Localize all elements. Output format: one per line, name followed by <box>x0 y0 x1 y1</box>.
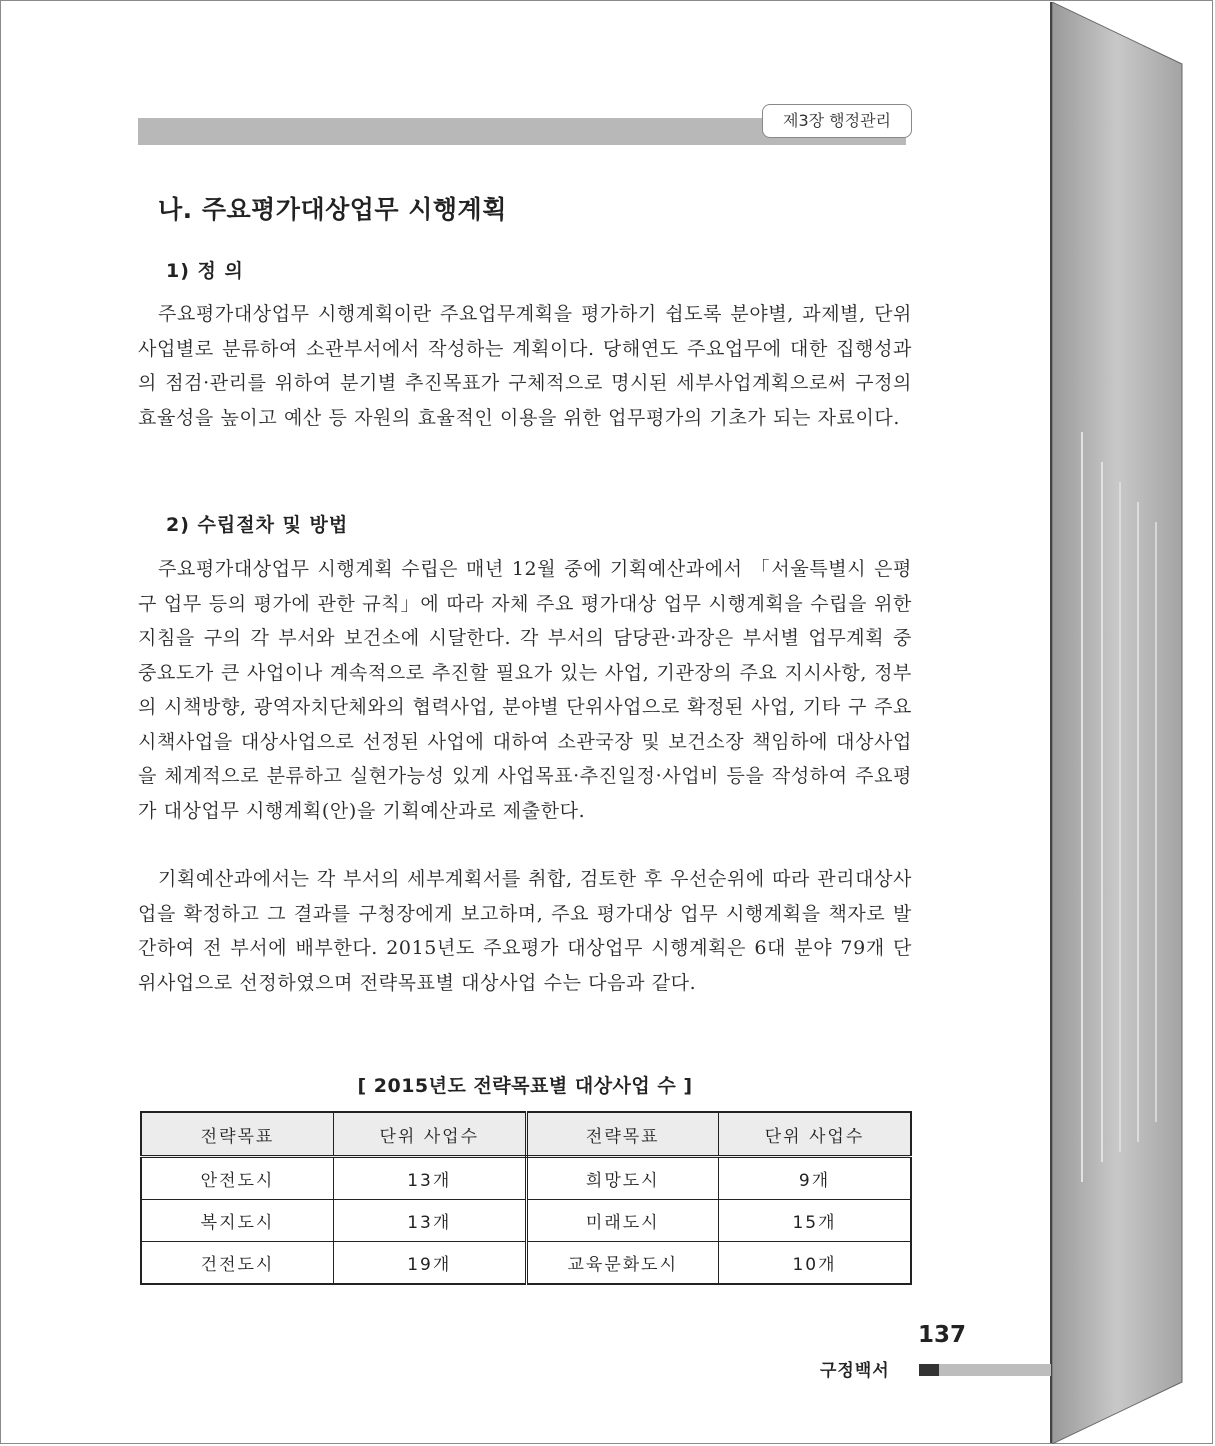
page-number: 137 <box>918 1322 967 1348</box>
book-edge <box>1052 2 1190 1444</box>
chapter-tab: 제3장 행정관리 <box>762 104 912 138</box>
footer-bar <box>939 1364 1051 1376</box>
table-header-cell: 단위 사업수 <box>719 1112 912 1157</box>
table-header-row <box>141 1112 911 1157</box>
table-cell: 복지도시 <box>141 1200 334 1242</box>
table-cell: 미래도시 <box>526 1200 719 1242</box>
table-cell: 13개 <box>334 1200 527 1242</box>
table-header-cell: 전략목표 <box>526 1112 719 1157</box>
section-title: 나. 주요평가대상업무 시행계획 <box>158 195 507 224</box>
table-header-cell: 단위 사업수 <box>334 1112 527 1157</box>
table-cell: 10개 <box>719 1242 912 1285</box>
table-row <box>141 1242 911 1285</box>
table-cell: 19개 <box>334 1242 527 1285</box>
table-row <box>141 1157 911 1200</box>
paragraph-procedure-2: 기획예산과에서는 각 부서의 세부계획서를 취합, 검토한 후 우선순위에 따라 관리대상사업을 확정하고 그 결과를 구청장에게 보고하며, 주요 평가대상 업무 시행계획을 책자로 발간하여 전 부서에 배부한다. 2015년도 주요평가 대상업무 시행계획은 6대 분야 79개 단위사업으로 선정하였으며 전략목표별 대상사업 수는 다음과 같다. <box>138 868 912 994</box>
table-cell: 15개 <box>719 1200 912 1242</box>
table-cell: 건전도시 <box>141 1242 334 1285</box>
strategy-target-table <box>140 1111 912 1285</box>
subsection-heading-procedure: 2) 수립절차 및 방법 <box>166 514 349 536</box>
footer-mark <box>919 1364 939 1376</box>
table-cell: 교육문화도시 <box>526 1242 719 1285</box>
table-caption: [ 2015년도 전략목표별 대상사업 수 ] <box>357 1075 693 1097</box>
subsection-heading-definition: 1) 정 의 <box>166 260 244 282</box>
table-header-cell: 전략목표 <box>141 1112 334 1157</box>
table-cell: 희망도시 <box>526 1157 719 1200</box>
table-cell: 9개 <box>719 1157 912 1200</box>
paragraph-definition: 주요평가대상업무 시행계획이란 주요업무계획을 평가하기 쉽도록 분야별, 과제별, 단위사업별로 분류하여 소관부서에서 작성하는 계획이다. 당해연도 주요업무에 대한 집행성과의 점검·관리를 위하여 분기별 추진목표가 구체적으로 명시된 세부사업계획으로써 구정의 효율성을 높이고 예산 등 자원의 효율적인 이용을 위한 업무평가의 기초가 되는 자료이다. <box>138 303 912 429</box>
book-name: 구정백서 <box>820 1361 890 1381</box>
table-row <box>141 1200 911 1242</box>
table-cell: 13개 <box>334 1157 527 1200</box>
paragraph-procedure-1: 주요평가대상업무 시행계획 수립은 매년 12월 중에 기획예산과에서 「서울특별시 은평구 업무 등의 평가에 관한 규칙」에 따라 자체 주요 평가대상 업무 시행계획을 수립을 위한 지침을 구의 각 부서와 보건소에 시달한다. 각 부서의 담당관·과장은 부서별 업무계획 중 중요도가 큰 사업이나 계속적으로 추진할 필요가 있는 사업, 기관장의 주요 지시사항, 정부의 시책방향, 광역자치단체와의 협력사업, 분야별 단위사업으로 확정된 사업, 기타 구 주요시책사업을 대상사업으로 선정된 사업에 대하여 소관국장 및 보건소장 책임하에 대상사업을 체계적으로 분류하고 실현가능성 있게 사업목표·추진일정·사업비 등을 작성하여 주요평가 대상업무 시행계획(안)을 기획예산과로 제출한다. <box>138 558 912 822</box>
table-cell: 안전도시 <box>141 1157 334 1200</box>
